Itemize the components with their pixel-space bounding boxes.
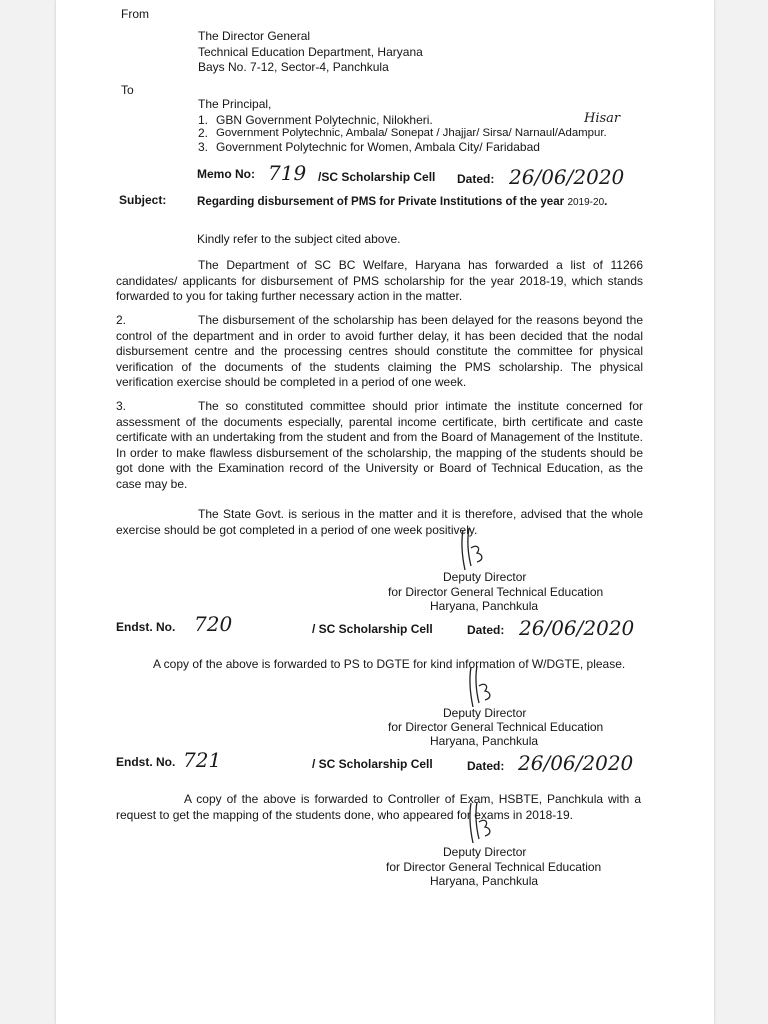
recipient-title: The Principal, xyxy=(198,97,272,111)
signature-mark xyxy=(461,800,501,846)
endorsement-number: 720 xyxy=(194,612,233,636)
recipient-3: Government Polytechnic for Women, Ambala City/ Faridabad xyxy=(216,140,540,154)
subject-main: Regarding disbursement of PMS for Private Institutions of the year xyxy=(197,195,565,208)
paragraph-number: 2. xyxy=(116,313,127,327)
recipient-1: GBN Government Polytechnic, Nilokheri. xyxy=(216,113,433,127)
memo-date: 26/06/2020 xyxy=(509,165,625,189)
paragraph-1: The Department of SC BC Welfare, Haryana has forwarded a list of 11266 candidates/ applicants for disbursement of PMS scholarship for the year 2018-19, which stands forwarded to you for taking further necessary action in the matter. xyxy=(116,258,643,303)
paragraph-4: The State Govt. is serious in the matter and it is therefore, advised that the whole exercise should be got completed in a period of one week positively. xyxy=(116,507,643,537)
sender-line-3: Bays No. 7-12, Sector-4, Panchkula xyxy=(198,60,389,74)
paragraph-3: The so constituted committee should prior intimate the institute concerned for assessment of the documents especially, parental income certificate, birth certificate and caste certificate with an undertaking from the student and from the Board of Management of the Institute. In order to make flawless disbursement of the scholarship, the mapping of the students should be got done with the Examination record of the University or Board of Technical Education, as the case may be. xyxy=(116,399,643,491)
endorsement-dated-label: Dated: xyxy=(467,759,505,773)
signature-title: Deputy Director xyxy=(443,706,527,720)
letter-page xyxy=(56,0,714,1024)
paragraph-number: 3. xyxy=(116,399,127,413)
memo-dated-label: Dated: xyxy=(457,172,495,186)
signature-for: for Director General Technical Education xyxy=(388,585,604,599)
paragraph-2: The disbursement of the scholarship has been delayed for the reasons beyond the control of the department and in order to avoid further delay, it has been decided that the nodal disbursement centre and the processing centres should constitute the committee for physical verification of the documents of the students claiming the PMS scholarship. The physical verification exercise should be completed in a period of one week. xyxy=(116,313,643,389)
memo-cell: /SC Scholarship Cell xyxy=(318,170,436,184)
memo-number: 719 xyxy=(268,161,307,185)
signature-title: Deputy Director xyxy=(443,845,527,859)
endorsement-text: A copy of the above is forwarded to Controller of Exam, HSBTE, Panchkula with a request to get the mapping of the students done, who appeared for exams in 2018-19. xyxy=(116,792,641,822)
endorsement-number: 721 xyxy=(183,748,222,772)
sender-line-1: The Director General xyxy=(198,29,311,43)
from-label: From xyxy=(121,7,149,21)
endorsement-label: Endst. No. xyxy=(116,620,176,634)
subject-end: . xyxy=(604,195,608,208)
endorsement-date: 26/06/2020 xyxy=(519,616,635,640)
signature-mark xyxy=(461,664,501,710)
subject-label: Subject: xyxy=(119,193,167,207)
signature-for: for Director General Technical Education xyxy=(388,720,604,734)
recipient-number: 2. xyxy=(198,126,209,140)
handwritten-insert: Hisar xyxy=(584,111,621,126)
signature-place: Haryana, Panchkula xyxy=(430,599,539,613)
signature-mark xyxy=(453,526,493,574)
signature-title: Deputy Director xyxy=(443,570,527,584)
endorsement-date: 26/06/2020 xyxy=(518,751,634,775)
endorsement-cell: / SC Scholarship Cell xyxy=(312,622,433,636)
endorsement-text: A copy of the above is forwarded to PS to DGTE for kind information of W/DGTE, please. xyxy=(153,657,626,671)
sender-line-2: Technical Education Department, Haryana xyxy=(198,45,423,59)
recipient-number: 1. xyxy=(198,113,209,127)
endorsement-label: Endst. No. xyxy=(116,755,176,769)
recipient-2: Government Polytechnic, Ambala/ Sonepat / Jhajjar/ Sirsa/ Narnaul/Adampur. xyxy=(216,127,607,139)
endorsement-dated-label: Dated: xyxy=(467,623,505,637)
signature-for: for Director General Technical Education xyxy=(386,860,602,874)
subject-year: 2019-20 xyxy=(567,197,605,208)
opening-line: Kindly refer to the subject cited above. xyxy=(197,232,401,246)
subject-text xyxy=(197,194,607,210)
signature-place: Haryana, Panchkula xyxy=(430,734,539,748)
endorsement-cell: / SC Scholarship Cell xyxy=(312,757,433,771)
to-label: To xyxy=(121,83,134,97)
signature-place: Haryana, Panchkula xyxy=(430,874,539,888)
memo-label: Memo No: xyxy=(197,167,255,181)
recipient-number: 3. xyxy=(198,140,209,154)
